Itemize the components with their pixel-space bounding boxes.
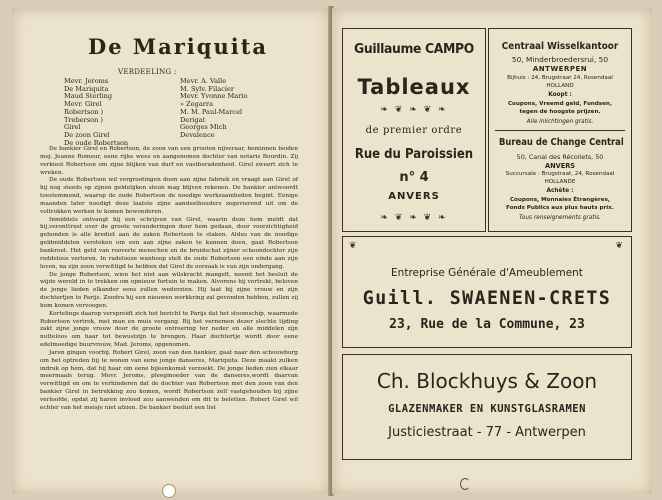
glazier-address: Justiciestraat - 77 - Antwerpen [388, 425, 586, 440]
cast-heading: VERDEELING : [118, 68, 177, 76]
cast-role: Mevr. Girel [64, 100, 102, 109]
cast-role: Mevr. Jeroms [64, 77, 109, 85]
story-paragraph: Jaren gingen voorbij. Robert Girel, zoon van den bankier, gaat naar den schouwburg om het optreden bij te wonen van eene jonge danseres, Mariquita. Deze maakt zulken indruk op hem, dat hij haar om eene bijeenkomst verzoekt. De jonge lieden zien elkaar meermaals terug. Mevr. Jeroms, pleegmoeder van de danseres,wordt daarvan verwittigd en om te verhinderen dat de dochter van Robertson met den zoon van den bankier Girel in betrekking zou komen, wordt Robertson zelf vastgehouden bij zijne verloofde, opdat zij haren invloed zou aanwenden om dit te beletten. Robert Girel wil echter van het meisje niet afzien. De bankier besluit een list [40, 349, 298, 411]
cast-roles [64, 78, 128, 147]
story-paragraph: De oude Robertson wil vergrootingen doen aan zijne fabriek en vraagt aan Girel of hij nog steeds op zijnen geldelijken steun mag blijven rekenen. De bankier antwoordt toestemmend, waarop de oude Robertson de noodige werkzaamheden begint. Eenige maanden later noodigt deze laatste zijne aandeelhouders zegevierend uit om de voltrokken werken te komen bewonderen. [40, 177, 298, 215]
wissel-koopt-text-2: tegen de hoogste prijzen. [519, 109, 601, 115]
vine-ornament-icon: ❧ ❦ ❧ ❦ ❧ [380, 213, 448, 223]
vine-ornament-icon: ❧ ❦ ❧ ❦ ❧ [380, 105, 448, 115]
change-achete-text-2: Fonds Publics aux plus hauts prix. [506, 205, 614, 211]
cast-actor: » Zegarra [180, 100, 214, 109]
binding-hole [460, 478, 470, 490]
story-paragraph: De jonge Robertson, wien het niet aan wilskracht mangelt, neemt het besluit de wijde wereld in te trekken om opnieuw fortuin te maken. Alvorens hij vertrekt, beloven de jonge lieden elkander eens zullen wederzien. Hij laat bij zijne vrouw en zijn dochtertjen te Parijs. Zoodra hij een nieuwen werkkring zal gevonden hebben, zullen zij hem komen vervoegen. [40, 271, 298, 309]
cast-role: De oude Robertson [64, 138, 129, 147]
campo-street: Rue du Paroissien [354, 147, 474, 162]
furniture-address: 23, Rue de la Commune, 23 [389, 317, 585, 332]
campo-number: n° 4 [399, 170, 429, 185]
cast-actor: M. M. Paul-Marcel [180, 107, 243, 116]
cast-role: Maud Sterling [64, 92, 113, 101]
wissel-info: Alle inlichtingen gratis. [526, 119, 594, 125]
exchange-ad [488, 28, 632, 232]
campo-name: Guillaume CAMPO [354, 41, 474, 57]
cast-role: Robertson ) [64, 107, 104, 116]
change-achete-label: Achète : [546, 188, 574, 194]
wissel-koopt-text-1: Coupons, Vreemd geld, Fondsen, [507, 101, 613, 107]
campo-line1: de premier ordre [365, 125, 463, 136]
corner-ornament-icon: ❦ [615, 241, 625, 251]
glazier-trade: GLAZENMAKER EN KUNSTGLASRAMEN [388, 403, 586, 415]
story-paragraph: Inmiddels ontvangt hij een schrijven van Girel, waarin deze hem meldt dat hij,veronttrust over de groote veranderingen door hem gedaan, door voorzichtigheid gebonden is alle krediet aan de zaken Robertson te staken. Aldus van de noodige geldmiddelen verstoken om een aan zijne zaken te kunnen doen, gaat Robertson bankroet. Het geld van rooverle menschen en de bruidschat zijner schoondochter zijn reddeloos verloren. In radelooze wanhoop stelt de oude Robertson een einde aan zijn leven, na zijn zoon verwittigd te hebben dat Girel de oorzaak is van zijn ondergang. [40, 216, 298, 270]
cast-role: Girel [64, 123, 81, 132]
cast-actors [180, 78, 247, 140]
campo-city: ANVERS [388, 191, 440, 202]
change-succursale: Succursale : Brugstraat, 24, Rosendaal [505, 171, 615, 177]
change-achete-text-1: Coupons, Monnaies Étrangères, [509, 197, 611, 203]
cast-actor: Georges Mich [180, 123, 227, 132]
furniture-name: Guill. SWAENEN-CRETS [362, 287, 612, 309]
wissel-country: HOLLAND [546, 83, 574, 89]
left-page [12, 8, 330, 494]
right-page [332, 8, 652, 494]
change-country: HOLLANDE [544, 179, 576, 185]
wissel-address: 50, Minderbroedersrui, 50 [511, 55, 609, 64]
story-text [40, 146, 298, 413]
corner-ornament-icon: ❦ [349, 241, 359, 251]
furniture-ad [342, 236, 632, 348]
story-paragraph: De bankier Girel en Robertson, de zoon van een grooten nijveraar, beminnen beiden mej. Jeanne Romeur, eene rijke wees en aangenomen dochter van notaris Bourdin. Zij verkiest Robertson om zijne blijken van durf en vastberadenheid. Girel zweert zich te wreken. [40, 146, 298, 176]
change-address: 50, Canal des Récollets, 50 [516, 153, 604, 161]
ad-divider [495, 130, 625, 131]
cast-role: De Mariquita [64, 84, 109, 93]
cast-role: De zoon Girel [64, 130, 110, 139]
wissel-koopt-label: Koopt : [548, 92, 572, 98]
wissel-city: ANTWERPEN [532, 65, 588, 73]
story-paragraph: Kortelings daarop verspreidt zich het bericht te Parijs dat het stoomschip, waarmede Robertson vertrok, met man en muis vergang. Bij het vernemen dezer slechte tijding zakt zijne jonge vrouw door de groote ontroering ter neder en alle middelen zijn nutteloos om haar tot bewustzijn te brengen. Haar dochtertje wordt door eene edelmoedige buurvrouw, Mad. Jeroms, opgenomen. [40, 310, 298, 349]
wissel-bijhuis: Bijhuis : 24, Brugstraat 24, Rosendaal [507, 75, 613, 81]
cast-actor: Derigat [180, 115, 206, 124]
change-info: Tous renseignements gratis. [518, 215, 602, 221]
change-city: ANVERS [544, 162, 576, 170]
cast-actor: Devalence [180, 130, 215, 139]
cast-actor: M. Sylv. Filacier [180, 84, 235, 93]
glazier-name: Ch. Blockhuys & Zoon [376, 369, 598, 393]
campo-product: Tableaux [357, 75, 471, 99]
cast-actor: Mevr. Yvonne Mario [180, 92, 248, 101]
cast-role: Treberson ) [64, 115, 103, 124]
glazier-ad [342, 354, 632, 460]
change-title: Bureau de Change Central [498, 137, 624, 148]
binding-hole [162, 484, 176, 498]
page-title: De Mariquita [88, 34, 269, 59]
wissel-title: Centraal Wisselkantoor [501, 41, 619, 52]
campo-ad [342, 28, 486, 232]
furniture-line1: Entreprise Générale d'Ameublement [391, 267, 583, 279]
cast-actor: Mevr. A. Valle [180, 77, 227, 85]
